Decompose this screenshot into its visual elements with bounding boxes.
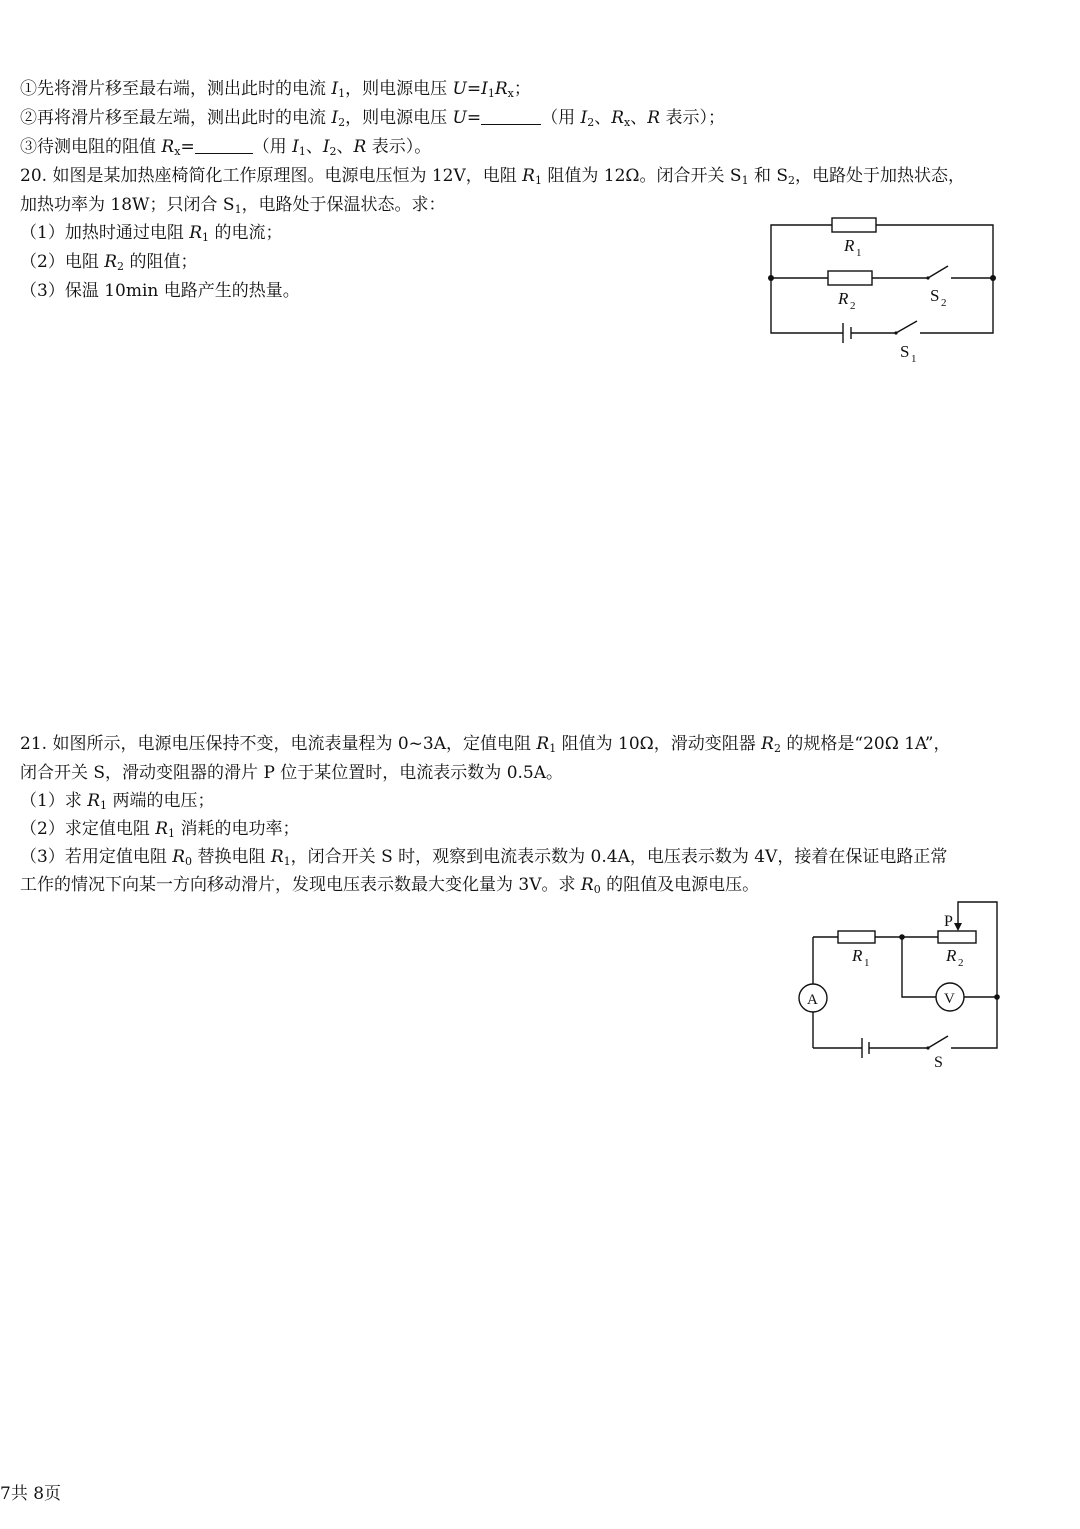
q19-step3: ③待测电阻的阻值 $R_x=$ （用 $I_1$、$I_2$、R 表示）。 [20,137,432,158]
q20-item1: （1）加热时通过电阻 $R_1$ 的电流； [20,223,283,244]
svg-text:2: 2 [850,300,856,312]
q21-label-s: S [934,1054,943,1071]
svg-text:1: 1 [911,353,917,365]
q21-switch-s-blade [928,1036,948,1048]
svg-text:1: 1 [864,957,870,969]
q20-circuit-diagram [760,210,1010,370]
q21-item2: （2）求定值电阻 $R_1$ 消耗的电功率； [20,819,300,840]
q20-resistor-r1 [832,218,876,232]
q20-junction-right [990,275,996,281]
q21-label-r2: R [946,946,957,965]
q21-resistor-r1 [838,931,875,943]
q21-label-p: P [944,913,953,930]
q21-stem-line1: 21. 如图所示，电源电压保持不变，电流表量程为 0~3A，定值电阻 $R_1$ 阻值为 10Ω，滑动变阻器 $R_2$ 的规格是“20Ω 1A”， [20,734,951,755]
q21-rheostat-r2 [938,931,976,943]
q19-step1: ①先将滑片移至最右端，测出此时的电流 $I_1$，则电源电压 $U=I_1R_x$； [20,79,531,100]
q20-label-r1: R [844,236,855,255]
q21-circuit-diagram [795,895,1010,1075]
q20-stem-line2: 加热功率为 18W；只闭合 $S_1$，电路处于保温状态。求： [20,195,446,216]
q21-ammeter-label: A [807,992,818,1008]
q21-item3-continued: 工作的情况下向某一方向移动滑片，发现电压表示数最大变化量为 3V。求 $R_0$ 的阻值及电源电压。 [20,875,760,896]
q20-label-s2: S [930,286,940,305]
q20-item3: （3）保温 10min 电路产生的热量。 [20,281,300,301]
q21-voltmeter-label: V [944,991,955,1007]
q20-wire-top [771,225,832,278]
q20-wire-top-right [876,225,993,278]
q20-switch-s1-blade [896,321,917,333]
q21-slider-p [958,902,997,997]
q21-stem-line2: 闭合开关 S，滑动变阻器的滑片 P 位于某位置时，电流表示数为 0.5A。 [20,763,564,783]
q20-switch-s2-blade [928,266,948,278]
page-footer: 7共 8页 [0,1484,62,1504]
q21-junction-top [899,934,905,940]
q20-label-r2: R [838,289,849,308]
q21-item3: （3）若用定值电阻 $R_0$ 替换电阻 $R_1$，闭合开关 S 时，观察到电流表示数为 0.4A，电压表示数为 4V，接着在保证电路正常 [20,847,948,868]
answer-blank-voltage[interactable] [481,124,541,125]
q20-item2: （2）电阻 $R_2$ 的阻值； [20,252,198,273]
q20-junction-left [768,275,774,281]
q20-stem-line1: 20. 如图是某加热座椅简化工作原理图。电源电压恒为 12V，电阻 $R_1$ 阻值为 12Ω。闭合开关 $S_1$ 和 $S_2$，电路处于加热状态， [20,166,966,187]
q19-step2: ②再将滑片移至最左端，测出此时的电流 $I_2$，则电源电压 U= （用 $I_2$、$R_x$、R 表示）； [20,108,725,129]
svg-text:1: 1 [856,247,862,259]
answer-blank-resistance[interactable] [195,153,253,154]
q21-label-r1: R [852,946,863,965]
svg-text:2: 2 [941,297,947,309]
q21-item1: （1）求 $R_1$ 两端的电压； [20,791,215,812]
svg-text:2: 2 [958,957,964,969]
q21-junction-right [994,994,1000,1000]
q20-label-s1: S [900,342,910,361]
q20-resistor-r2 [828,271,872,285]
